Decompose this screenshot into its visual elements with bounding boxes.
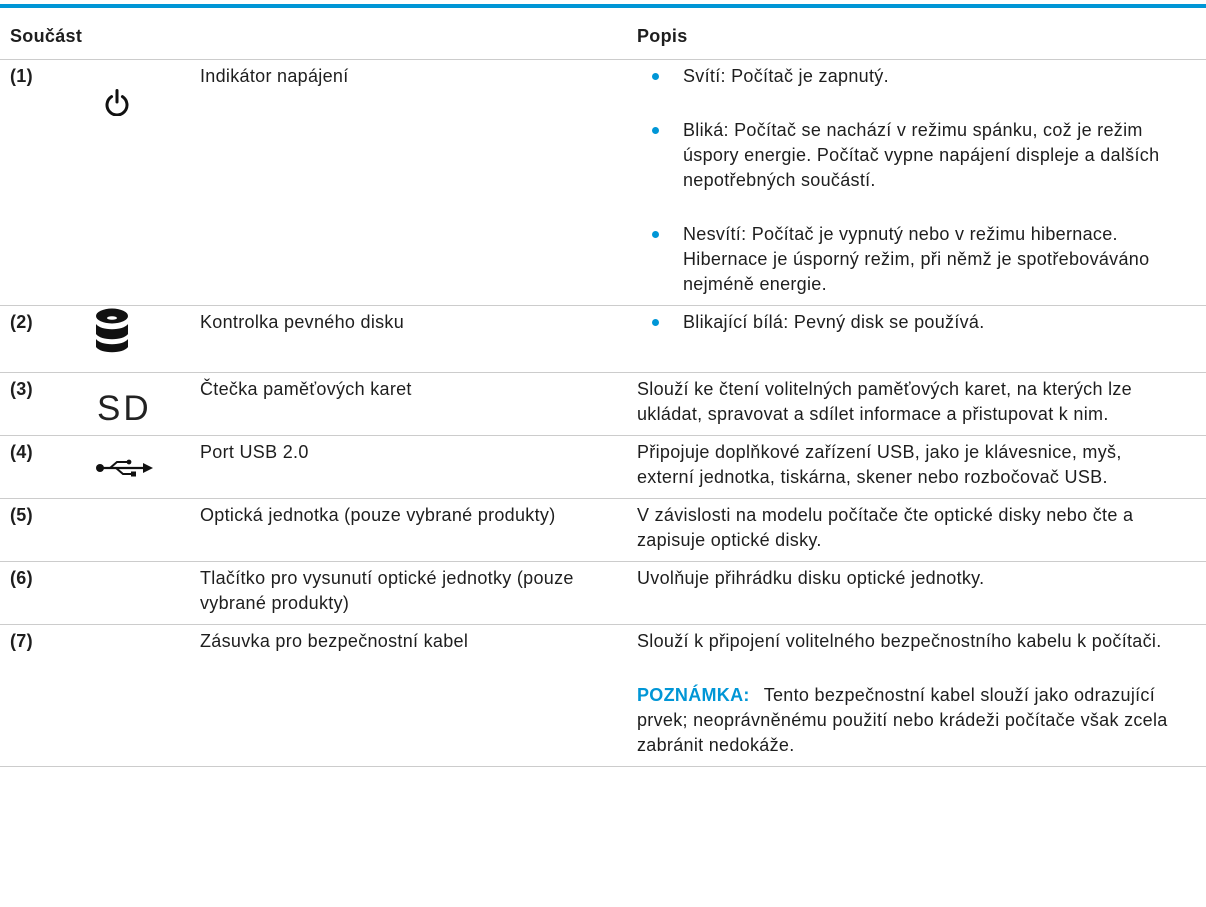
table-row-optical-drive xyxy=(0,499,1206,562)
list-item: Svítí: Počítač je zapnutý. xyxy=(683,64,1202,89)
component-name: Optická jednotka (pouze vybrané produkty) xyxy=(200,505,556,525)
component-icon-cell xyxy=(85,306,190,372)
component-icon-cell xyxy=(85,562,190,624)
component-icon-cell xyxy=(85,373,190,435)
component-number: (6) xyxy=(10,568,33,588)
description-text: Připojuje doplňkové zařízení USB, jako je klávesnice, myš, externí jednotka, tiskárna, skener nebo rozbočovač USB. xyxy=(637,442,1122,487)
bullet-list xyxy=(637,64,1202,297)
list-item: Nesvítí: Počítač je vypnutý nebo v režimu hibernace. Hibernace je úsporný režim, při němž je spotřebováváno nejméně energie. xyxy=(683,222,1202,297)
component-icon-cell xyxy=(85,436,190,498)
component-description xyxy=(627,306,1206,372)
component-description xyxy=(627,625,1206,766)
component-name: Čtečka paměťových karet xyxy=(200,379,412,399)
component-number: (1) xyxy=(10,66,33,86)
header-description: Popis xyxy=(637,26,688,46)
description-text: Slouží k připojení volitelného bezpečnostního kabelu k počítači. xyxy=(637,631,1162,651)
table-row-card-reader xyxy=(0,373,1206,436)
table-row-power-indicator xyxy=(0,60,1206,306)
note-label: POZNÁMKA: xyxy=(637,685,750,705)
component-description xyxy=(627,436,1206,498)
description-text: Slouží ke čtení volitelných paměťových karet, na kterých lze ukládat, spravovat a sdílet informace a přistupovat k nim. xyxy=(637,379,1132,424)
description-text: Uvolňuje přihrádku disku optické jednotky. xyxy=(637,568,985,588)
list-item: Bliká: Počítač se nachází v režimu spánku, což je režim úspory energie. Počítač vypne napájení displeje a dalších nepotřebných součástí. xyxy=(683,118,1202,193)
component-description xyxy=(627,373,1206,435)
component-table xyxy=(0,8,1206,767)
list-item: Blikající bílá: Pevný disk se používá. xyxy=(683,310,1202,335)
bullet-list xyxy=(637,310,1202,335)
table-row-hard-drive-light xyxy=(0,306,1206,373)
component-icon-cell xyxy=(85,499,190,561)
table-row-security-cable-slot xyxy=(0,625,1206,767)
table-row-usb-port xyxy=(0,436,1206,499)
table-row-optical-eject-button xyxy=(0,562,1206,625)
table-header-row xyxy=(0,8,1206,60)
component-number: (2) xyxy=(10,312,33,332)
sd-card-icon: SD xyxy=(97,389,152,428)
component-description xyxy=(627,562,1206,624)
component-name: Kontrolka pevného disku xyxy=(200,312,405,332)
component-name: Indikátor napájení xyxy=(200,66,349,86)
hard-drive-icon xyxy=(95,308,129,354)
power-icon xyxy=(105,88,129,116)
note xyxy=(637,683,1202,758)
component-number: (3) xyxy=(10,379,33,399)
note-text: Tento bezpečnostní kabel slouží jako odrazující prvek; neoprávněnému použití nebo krádeži počítače však zcela zabránit nedokáže. xyxy=(637,685,1168,755)
component-name: Tlačítko pro vysunutí optické jednotky (pouze vybrané produkty) xyxy=(200,568,574,613)
component-number: (4) xyxy=(10,442,33,462)
component-icon-cell xyxy=(85,625,190,766)
description-text: V závislosti na modelu počítače čte optické disky nebo čte a zapisuje optické disky. xyxy=(637,505,1134,550)
component-icon-cell xyxy=(85,60,190,305)
component-description xyxy=(627,499,1206,561)
usb-icon xyxy=(95,459,153,477)
component-name: Zásuvka pro bezpečnostní kabel xyxy=(200,631,469,651)
component-number: (7) xyxy=(10,631,33,651)
component-number: (5) xyxy=(10,505,33,525)
component-name: Port USB 2.0 xyxy=(200,442,309,462)
header-component: Součást xyxy=(10,26,83,46)
component-description xyxy=(627,60,1206,305)
